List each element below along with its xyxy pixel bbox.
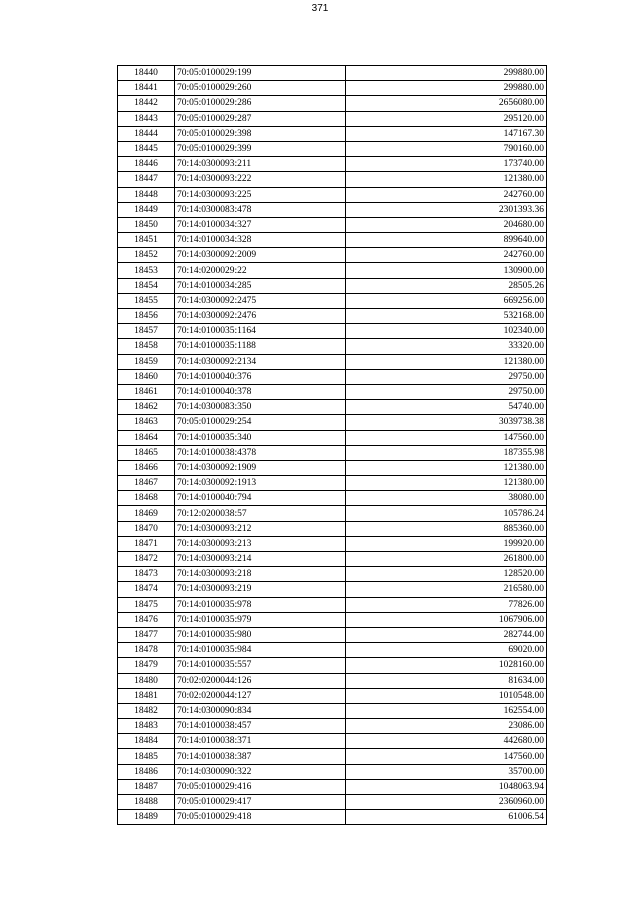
- row-number-cell: 18480: [118, 673, 175, 688]
- table-row: [118, 673, 547, 688]
- value-cell: 2360960.00: [346, 795, 547, 810]
- row-number-cell: 18442: [118, 96, 175, 111]
- table-row: [118, 263, 547, 278]
- value-cell: 790160.00: [346, 141, 547, 156]
- value-cell: 54740.00: [346, 400, 547, 415]
- value-cell: 299880.00: [346, 66, 547, 81]
- table-row: [118, 278, 547, 293]
- cadastral-number-cell: 70:14:0300090:834: [175, 703, 346, 718]
- cadastral-number-cell: 70:14:0100040:378: [175, 384, 346, 399]
- value-cell: 173740.00: [346, 157, 547, 172]
- table-row: [118, 491, 547, 506]
- row-number-cell: 18453: [118, 263, 175, 278]
- row-number-cell: 18457: [118, 324, 175, 339]
- cadastral-number-cell: 70:14:0100034:327: [175, 217, 346, 232]
- value-cell: 35700.00: [346, 764, 547, 779]
- table-row: [118, 157, 547, 172]
- cadastral-number-cell: 70:02:0200044:126: [175, 673, 346, 688]
- row-number-cell: 18487: [118, 779, 175, 794]
- table-row: [118, 779, 547, 794]
- value-cell: 187355.98: [346, 445, 547, 460]
- row-number-cell: 18459: [118, 354, 175, 369]
- value-cell: 216580.00: [346, 582, 547, 597]
- cadastral-number-cell: 70:14:0300093:213: [175, 536, 346, 551]
- value-cell: 261800.00: [346, 552, 547, 567]
- value-cell: 242760.00: [346, 248, 547, 263]
- cadastral-number-cell: 70:14:0100035:980: [175, 627, 346, 642]
- table-row: [118, 719, 547, 734]
- row-number-cell: 18451: [118, 233, 175, 248]
- row-number-cell: 18473: [118, 567, 175, 582]
- table-row: [118, 66, 547, 81]
- table-row: [118, 324, 547, 339]
- table-row: [118, 627, 547, 642]
- value-cell: 242760.00: [346, 187, 547, 202]
- table-row: [118, 612, 547, 627]
- value-cell: 29750.00: [346, 384, 547, 399]
- row-number-cell: 18444: [118, 126, 175, 141]
- row-number-cell: 18478: [118, 643, 175, 658]
- value-cell: 77826.00: [346, 597, 547, 612]
- value-cell: 162554.00: [346, 703, 547, 718]
- table-row: [118, 81, 547, 96]
- value-cell: 121380.00: [346, 460, 547, 475]
- row-number-cell: 18447: [118, 172, 175, 187]
- cadastral-number-cell: 70:14:0100035:1188: [175, 339, 346, 354]
- table-row: [118, 141, 547, 156]
- row-number-cell: 18449: [118, 202, 175, 217]
- value-cell: 33320.00: [346, 339, 547, 354]
- value-cell: 199920.00: [346, 536, 547, 551]
- row-number-cell: 18443: [118, 111, 175, 126]
- table-row: [118, 96, 547, 111]
- row-number-cell: 18454: [118, 278, 175, 293]
- value-cell: 2301393.36: [346, 202, 547, 217]
- value-cell: 147560.00: [346, 430, 547, 445]
- value-cell: 121380.00: [346, 172, 547, 187]
- value-cell: 295120.00: [346, 111, 547, 126]
- row-number-cell: 18441: [118, 81, 175, 96]
- table-row: [118, 597, 547, 612]
- value-cell: 899640.00: [346, 233, 547, 248]
- row-number-cell: 18475: [118, 597, 175, 612]
- cadastral-number-cell: 70:14:0300093:219: [175, 582, 346, 597]
- row-number-cell: 18489: [118, 810, 175, 825]
- value-cell: 532168.00: [346, 309, 547, 324]
- row-number-cell: 18440: [118, 66, 175, 81]
- value-cell: 885360.00: [346, 521, 547, 536]
- cadastral-number-cell: 70:05:0100029:417: [175, 795, 346, 810]
- row-number-cell: 18482: [118, 703, 175, 718]
- cadastral-number-cell: 70:05:0100029:287: [175, 111, 346, 126]
- table-row: [118, 400, 547, 415]
- table-row: [118, 749, 547, 764]
- table-row: [118, 309, 547, 324]
- value-cell: 147167.30: [346, 126, 547, 141]
- table-row: [118, 643, 547, 658]
- cadastral-number-cell: 70:05:0100029:399: [175, 141, 346, 156]
- value-cell: 29750.00: [346, 369, 547, 384]
- cadastral-number-cell: 70:14:0100038:387: [175, 749, 346, 764]
- table-row: [118, 187, 547, 202]
- row-number-cell: 18448: [118, 187, 175, 202]
- table-row: [118, 339, 547, 354]
- table-row: [118, 658, 547, 673]
- table-row: [118, 764, 547, 779]
- row-number-cell: 18455: [118, 293, 175, 308]
- row-number-cell: 18485: [118, 749, 175, 764]
- value-cell: 1010548.00: [346, 688, 547, 703]
- value-cell: 105786.24: [346, 506, 547, 521]
- table-row: [118, 476, 547, 491]
- table-row: [118, 582, 547, 597]
- table-row: [118, 734, 547, 749]
- cadastral-number-cell: 70:14:0100035:984: [175, 643, 346, 658]
- value-cell: 1048063.94: [346, 779, 547, 794]
- row-number-cell: 18462: [118, 400, 175, 415]
- row-number-cell: 18458: [118, 339, 175, 354]
- value-cell: 1067906.00: [346, 612, 547, 627]
- row-number-cell: 18456: [118, 309, 175, 324]
- cadastral-number-cell: 70:14:0300083:350: [175, 400, 346, 415]
- row-number-cell: 18465: [118, 445, 175, 460]
- row-number-cell: 18483: [118, 719, 175, 734]
- cadastral-number-cell: 70:14:0100040:376: [175, 369, 346, 384]
- registry-table: [117, 65, 547, 825]
- cadastral-number-cell: 70:14:0100035:1164: [175, 324, 346, 339]
- row-number-cell: 18477: [118, 627, 175, 642]
- row-number-cell: 18470: [118, 521, 175, 536]
- cadastral-number-cell: 70:14:0100035:340: [175, 430, 346, 445]
- table-row: [118, 445, 547, 460]
- row-number-cell: 18450: [118, 217, 175, 232]
- row-number-cell: 18461: [118, 384, 175, 399]
- row-number-cell: 18452: [118, 248, 175, 263]
- row-number-cell: 18464: [118, 430, 175, 445]
- value-cell: 81634.00: [346, 673, 547, 688]
- page-number: 371: [311, 3, 329, 14]
- value-cell: 204680.00: [346, 217, 547, 232]
- cadastral-number-cell: 70:14:0100035:979: [175, 612, 346, 627]
- cadastral-number-cell: 70:14:0300090:322: [175, 764, 346, 779]
- cadastral-number-cell: 70:14:0300092:1913: [175, 476, 346, 491]
- cadastral-number-cell: 70:02:0200044:127: [175, 688, 346, 703]
- value-cell: 28505.26: [346, 278, 547, 293]
- table-row: [118, 506, 547, 521]
- value-cell: 1028160.00: [346, 658, 547, 673]
- cadastral-number-cell: 70:14:0100038:4378: [175, 445, 346, 460]
- value-cell: 3039738.38: [346, 415, 547, 430]
- value-cell: 299880.00: [346, 81, 547, 96]
- value-cell: 282744.00: [346, 627, 547, 642]
- table-row: [118, 703, 547, 718]
- cadastral-number-cell: 70:14:0100035:978: [175, 597, 346, 612]
- table-row: [118, 202, 547, 217]
- value-cell: 128520.00: [346, 567, 547, 582]
- cadastral-number-cell: 70:14:0300092:2476: [175, 309, 346, 324]
- table-row: [118, 293, 547, 308]
- row-number-cell: 18476: [118, 612, 175, 627]
- cadastral-number-cell: 70:14:0300092:2009: [175, 248, 346, 263]
- cadastral-number-cell: 70:14:0300092:2134: [175, 354, 346, 369]
- row-number-cell: 18484: [118, 734, 175, 749]
- table-row: [118, 217, 547, 232]
- value-cell: 38080.00: [346, 491, 547, 506]
- cadastral-number-cell: 70:05:0100029:199: [175, 66, 346, 81]
- cadastral-number-cell: 70:14:0100038:371: [175, 734, 346, 749]
- value-cell: 102340.00: [346, 324, 547, 339]
- row-number-cell: 18445: [118, 141, 175, 156]
- value-cell: 121380.00: [346, 354, 547, 369]
- table-row: [118, 810, 547, 825]
- cadastral-number-cell: 70:05:0100029:260: [175, 81, 346, 96]
- row-number-cell: 18469: [118, 506, 175, 521]
- cadastral-number-cell: 70:05:0100029:416: [175, 779, 346, 794]
- row-number-cell: 18481: [118, 688, 175, 703]
- cadastral-number-cell: 70:14:0100034:285: [175, 278, 346, 293]
- value-cell: 442680.00: [346, 734, 547, 749]
- table-row: [118, 460, 547, 475]
- cadastral-number-cell: 70:05:0100029:418: [175, 810, 346, 825]
- cadastral-number-cell: 70:14:0300092:1909: [175, 460, 346, 475]
- cadastral-number-cell: 70:14:0100034:328: [175, 233, 346, 248]
- row-number-cell: 18471: [118, 536, 175, 551]
- row-number-cell: 18446: [118, 157, 175, 172]
- cadastral-number-cell: 70:14:0100038:457: [175, 719, 346, 734]
- row-number-cell: 18488: [118, 795, 175, 810]
- cadastral-number-cell: 70:14:0100040:794: [175, 491, 346, 506]
- cadastral-number-cell: 70:14:0300083:478: [175, 202, 346, 217]
- table-row: [118, 430, 547, 445]
- cadastral-number-cell: 70:14:0300093:218: [175, 567, 346, 582]
- table-row: [118, 521, 547, 536]
- row-number-cell: 18467: [118, 476, 175, 491]
- table-row: [118, 536, 547, 551]
- table-row: [118, 567, 547, 582]
- cadastral-number-cell: 70:14:0100035:557: [175, 658, 346, 673]
- table-row: [118, 126, 547, 141]
- value-cell: 23086.00: [346, 719, 547, 734]
- row-number-cell: 18468: [118, 491, 175, 506]
- cadastral-number-cell: 70:14:0300092:2475: [175, 293, 346, 308]
- table-row: [118, 233, 547, 248]
- row-number-cell: 18466: [118, 460, 175, 475]
- value-cell: 69020.00: [346, 643, 547, 658]
- value-cell: 2656080.00: [346, 96, 547, 111]
- cadastral-number-cell: 70:05:0100029:398: [175, 126, 346, 141]
- table-row: [118, 415, 547, 430]
- cadastral-number-cell: 70:14:0300093:222: [175, 172, 346, 187]
- value-cell: 61006.54: [346, 810, 547, 825]
- registry-table-body: [118, 66, 547, 825]
- table-row: [118, 111, 547, 126]
- table-row: [118, 688, 547, 703]
- value-cell: 147560.00: [346, 749, 547, 764]
- row-number-cell: 18472: [118, 552, 175, 567]
- table-row: [118, 248, 547, 263]
- table-row: [118, 354, 547, 369]
- cadastral-number-cell: 70:14:0300093:212: [175, 521, 346, 536]
- value-cell: 121380.00: [346, 476, 547, 491]
- cadastral-number-cell: 70:05:0100029:254: [175, 415, 346, 430]
- cadastral-number-cell: 70:14:0300093:211: [175, 157, 346, 172]
- row-number-cell: 18479: [118, 658, 175, 673]
- value-cell: 669256.00: [346, 293, 547, 308]
- table-row: [118, 795, 547, 810]
- row-number-cell: 18486: [118, 764, 175, 779]
- cadastral-number-cell: 70:14:0300093:214: [175, 552, 346, 567]
- row-number-cell: 18474: [118, 582, 175, 597]
- cadastral-number-cell: 70:05:0100029:286: [175, 96, 346, 111]
- value-cell: 130900.00: [346, 263, 547, 278]
- cadastral-number-cell: 70:12:0200038:57: [175, 506, 346, 521]
- row-number-cell: 18460: [118, 369, 175, 384]
- table-row: [118, 172, 547, 187]
- table-row: [118, 384, 547, 399]
- cadastral-number-cell: 70:14:0200029:22: [175, 263, 346, 278]
- table-row: [118, 552, 547, 567]
- table-row: [118, 369, 547, 384]
- cadastral-number-cell: 70:14:0300093:225: [175, 187, 346, 202]
- row-number-cell: 18463: [118, 415, 175, 430]
